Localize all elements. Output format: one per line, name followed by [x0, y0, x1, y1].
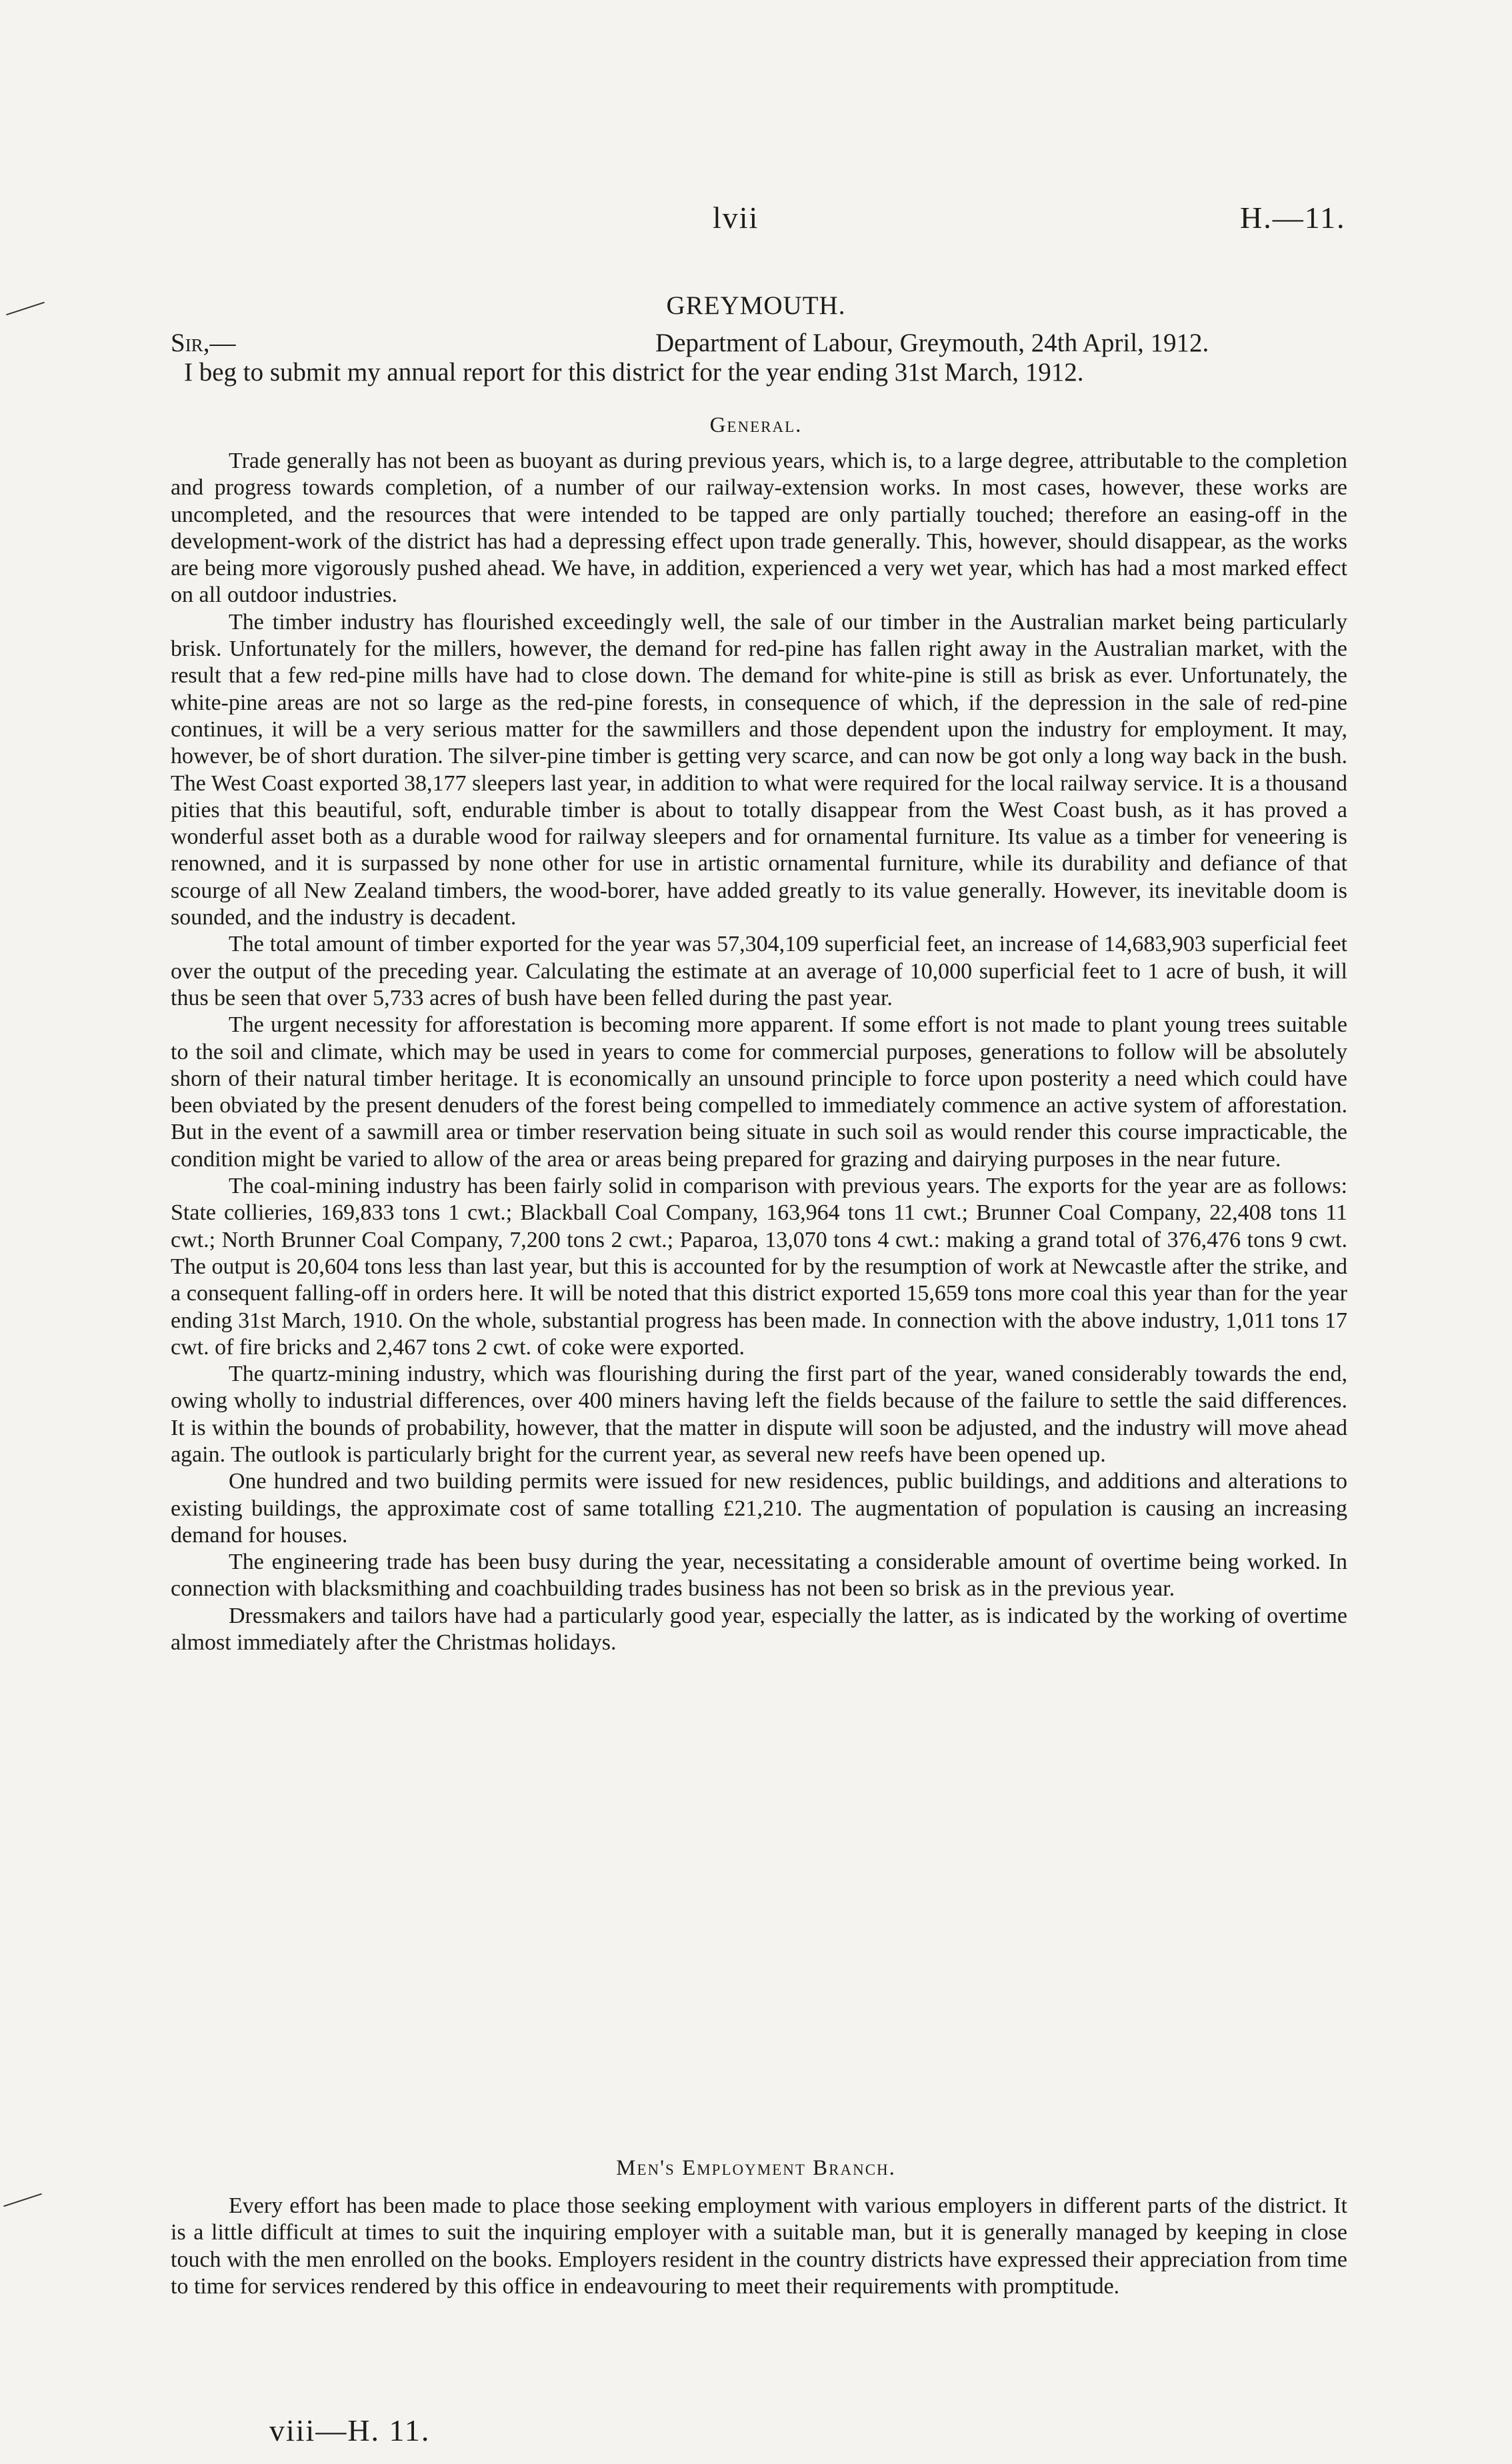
paragraph-afforestation: The urgent necessity for afforestation is becoming more apparent. If some effort is not made to plant young trees suitable to the soil and climate, which may be used in years to come for commercial purposes, generations to follow will be absolutely shorn of their natural timber heritage. It is economically an unsound principle to force upon posterity a need which could have been obviated by the present denuders of the forest being compelled to immediately commence an active system of afforestation. But in the event of a sawmill area or timber reservation being situate in such soil as would render this course impracticable, the condition might be varied to allow of the area or areas being prepared for grazing and dairying purposes in the near future.: [171, 1012, 1347, 1172]
page-number: lvii: [713, 201, 759, 235]
paragraph-trade: Trade generally has not been as buoyant as during previous years, which is, to a large degree, attributable to the completion and progress towards completion, of a number of our railway-extension works. In most cases, however, these works are uncompleted, and the resources that were intended to be tapped are only partially touched; therefore an easing-off in the development-work of the district has had a depressing effect upon trade generally. This, however, should disappear, as the works are being more vigorously pushed ahead. We have, in addition, experienced a very wet year, which has had a most marked effect on all outdoor industries.: [171, 449, 1347, 608]
paragraph-building-permits: One hundred and two building permits were issued for new residences, public buildings, and additions and alterations to existing buildings, the approximate cost of same totalling £21,210. The augmentation of population is causing an increasing demand for houses.: [171, 1469, 1347, 1548]
paragraph-timber-export: The total amount of timber exported for the year was 57,304,109 superficial feet, an increase of 14,683,903 superficial feet over the output of the preceding year. Calculating the estimate at an average of 10,000 superficial feet to 1 acre of bush, it will thus be seen that over 5,733 acres of bush have been felled during the past year.: [171, 932, 1347, 1010]
section-general: [171, 448, 1347, 1656]
dateline: Department of Labour, Greymouth, 24th April, 1912.: [655, 329, 1209, 357]
section-heading-general: General.: [709, 413, 803, 437]
paragraph-timber: The timber industry has flourished exceedingly well, the sale of our timber in the Australian market being particularly brisk. Unfortunately for the millers, however, the demand for red-pine has fallen right away in the Australian market, with the result that a few red-pine mills have had to close down. The demand for white-pine is still as brisk as ever. Unfortunately, the white-pine areas are not so large as the red-pine forests, in consequence of which, if the depression in the sale of red-pine continues, it will be a very serious matter for the sawmillers and those dependent upon the industry for employment. It may, however, be of short duration. The silver-pine timber is getting very scarce, and can now be got only a long way back in the bush. The West Coast exported 38,177 sleepers last year, in addition to what were required for the local railway service. It is a thousand pities that this beautiful, soft, endurable timber is about to totally disappear from the West Coast bush, as it has proved a wonderful asset both as a durable wood for railway sleepers and for ornamental furniture. Its value as a timber for veneering is renowned, and it is surpassed by none other for use in artistic ornamental furniture, while its durability and defiance of that scourge of all New Zealand timbers, the wood-borer, have added greatly to its value generally. However, its inevitable doom is sounded, and the industry is decadent.: [171, 609, 1347, 930]
paragraph-engineering: The engineering trade has been busy during the year, necessitating a considerable amount of overtime being worked. In connection with blacksmithing and coachbuilding trades business has not been so brisk as in the previous year.: [171, 1550, 1347, 1602]
intro-line: I beg to submit my annual report for this district for the year ending 31st March, 1912.: [184, 358, 1084, 387]
section-heading-mens-employment: Men's Employment Branch.: [616, 2156, 896, 2180]
section-mens-employment: [171, 2193, 1347, 2300]
paragraph-quartz-mining: The quartz-mining industry, which was flourishing during the first part of the year, waned considerably towards the end, owing wholly to industrial differences, over 400 miners having left the fields because of the failure to settle the said differences. It is within the bounds of probability, however, that the matter in dispute will soon be adjusted, and the industry will move ahead again. The outlook is particularly bright for the current year, as several new reefs have been opened up.: [171, 1362, 1347, 1467]
paragraph-coal-mining: The coal-mining industry has been fairly solid in comparison with previous years. The exports for the year are as follows: State collieries, 169,833 tons 1 cwt.; Blackball Coal Company, 163,964 tons 11 cwt.; Brunner Coal Company, 22,408 tons 11 cwt.; North Brunner Coal Company, 7,200 tons 2 cwt.; Paparoa, 13,070 tons 4 cwt.: making a grand total of 376,476 tons 9 cwt. The output is 20,604 tons less than last year, but this is accounted for by the resumption of work at Newcastle after the strike, and a consequent falling-off in orders here. It will be noted that this district exported 15,659 tons more coal this year than for the year ending 31st March, 1910. On the whole, substantial progress has been made. In connection with the above industry, 1,011 tons 17 cwt. of fire bricks and 2,467 tons 2 cwt. of coke were exported.: [171, 1174, 1347, 1360]
document-code: H.—11.: [1240, 201, 1346, 235]
paragraph-employment: Every effort has been made to place those seeking employment with various employers in different parts of the district. It is a little difficult at times to suit the inquiring employer with a suitable man, but it is generally managed by keeping in close touch with the men enrolled on the books. Employers resident in the country districts have expressed their appreciation from time to time for services rendered by this office in endeavouring to meet their requirements with promptitude.: [171, 2193, 1347, 2299]
margin-mark-bottom: [3, 2193, 42, 2207]
paragraph-dressmakers: Dressmakers and tailors have had a particularly good year, especially the latter, as is indicated by the working of overtime almost immediately after the Christmas holidays.: [171, 1603, 1347, 1656]
report-title: GREYMOUTH.: [666, 291, 846, 320]
footer-signature: viii—H. 11.: [269, 2413, 431, 2447]
salutation: Sir,—: [171, 329, 236, 357]
